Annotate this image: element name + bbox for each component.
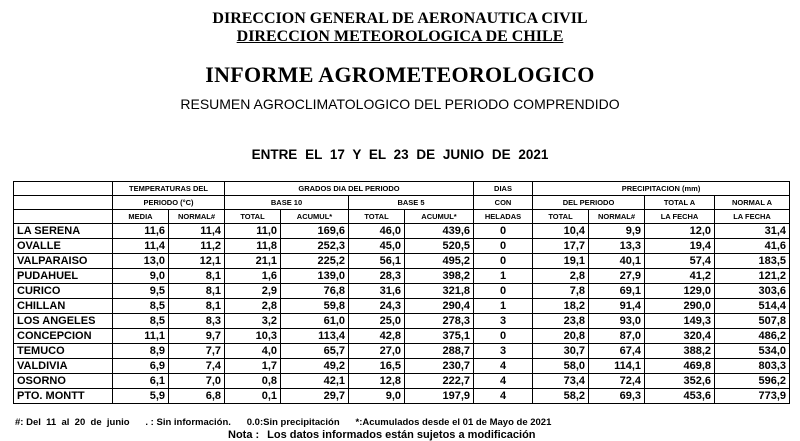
- total-fecha: 149,3: [645, 314, 715, 329]
- table-row: [14, 329, 790, 344]
- heladas-count: 0: [474, 284, 533, 299]
- b10-total: 4,0: [225, 344, 281, 359]
- heladas-count: 0: [474, 329, 533, 344]
- station-name: CURICO: [14, 284, 113, 299]
- heladas-count: 3: [474, 314, 533, 329]
- b10-acum: 65,7: [281, 344, 349, 359]
- table-row: [14, 359, 790, 374]
- dias-header-3: HELADAS: [474, 210, 533, 224]
- pp-normal: 93,0: [589, 314, 645, 329]
- b5-total: 9,0: [349, 389, 405, 404]
- temp-media: 6,9: [113, 359, 169, 374]
- normal-fecha: 121,2: [715, 269, 790, 284]
- b5-acum: 375,1: [405, 329, 474, 344]
- b10-total: 0,8: [225, 374, 281, 389]
- pp-normal: 72,4: [589, 374, 645, 389]
- b10-acum: 169,6: [281, 224, 349, 239]
- b5-acum: 222,7: [405, 374, 474, 389]
- temp-normal: 6,8: [169, 389, 225, 404]
- heladas-count: 1: [474, 299, 533, 314]
- col-pp-total: TOTAL: [533, 210, 589, 224]
- temp-normal: 8,1: [169, 269, 225, 284]
- pp-normal: 69,1: [589, 284, 645, 299]
- table-row: [14, 299, 790, 314]
- temp-normal: 8,3: [169, 314, 225, 329]
- heladas-count: 0: [474, 254, 533, 269]
- b5-acum: 230,7: [405, 359, 474, 374]
- b5-total: 25,0: [349, 314, 405, 329]
- temp-media: 9,5: [113, 284, 169, 299]
- temp-normal: 7,0: [169, 374, 225, 389]
- pp-total: 30,7: [533, 344, 589, 359]
- b10-acum: 59,8: [281, 299, 349, 314]
- b10-acum: 139,0: [281, 269, 349, 284]
- b10-total: 11,0: [225, 224, 281, 239]
- station-name: OSORNO: [14, 374, 113, 389]
- b5-acum: 290,4: [405, 299, 474, 314]
- report-period: ENTRE EL 17 Y EL 23 DE JUNIO DE 2021: [251, 147, 549, 162]
- b5-total: 31,6: [349, 284, 405, 299]
- temp-media: 5,9: [113, 389, 169, 404]
- temp-media: 11,1: [113, 329, 169, 344]
- heladas-count: 4: [474, 374, 533, 389]
- b5-total: 16,5: [349, 359, 405, 374]
- temp-header: TEMPERATURAS DEL: [113, 182, 225, 196]
- station-name: PTO. MONTT: [14, 389, 113, 404]
- pp-normal: 13,3: [589, 239, 645, 254]
- header-row-2: [14, 196, 790, 210]
- table-row: [14, 314, 790, 329]
- b10-acum: 225,2: [281, 254, 349, 269]
- normal-a-header-2: LA FECHA: [715, 210, 790, 224]
- note-text: Los datos informados están sujetos a modificación: [267, 429, 536, 441]
- temp-media: 11,4: [113, 239, 169, 254]
- normal-fecha: 514,4: [715, 299, 790, 314]
- station-name: OVALLE: [14, 239, 113, 254]
- precip-header: PRECIPITACION (mm): [533, 182, 790, 196]
- header-row-1: [14, 182, 790, 196]
- temp-media: 13,0: [113, 254, 169, 269]
- total-fecha: 129,0: [645, 284, 715, 299]
- pp-normal: 87,0: [589, 329, 645, 344]
- b5-total: 46,0: [349, 224, 405, 239]
- b10-total: 0,1: [225, 389, 281, 404]
- table-row: [14, 224, 790, 239]
- b5-acum: 288,7: [405, 344, 474, 359]
- total-fecha: 57,4: [645, 254, 715, 269]
- b10-acum: 76,8: [281, 284, 349, 299]
- table-row: [14, 269, 790, 284]
- table-row: [14, 389, 790, 404]
- normal-fecha: 803,3: [715, 359, 790, 374]
- heladas-count: 1: [474, 269, 533, 284]
- b5-acum: 520,5: [405, 239, 474, 254]
- agro-table: [13, 181, 790, 404]
- pp-total: 2,8: [533, 269, 589, 284]
- temp-normal: 7,7: [169, 344, 225, 359]
- pp-normal: 91,4: [589, 299, 645, 314]
- footer-note: [228, 429, 536, 441]
- b10-acum: 61,0: [281, 314, 349, 329]
- col-b10-acum: ACUMUL*: [281, 210, 349, 224]
- b5-total: 56,1: [349, 254, 405, 269]
- station-name: PUDAHUEL: [14, 269, 113, 284]
- temp-normal: 11,4: [169, 224, 225, 239]
- grados-header: GRADOS DIA DEL PERIODO: [225, 182, 474, 196]
- station-name: VALPARAISO: [14, 254, 113, 269]
- b10-total: 1,6: [225, 269, 281, 284]
- b10-acum: 113,4: [281, 329, 349, 344]
- total-fecha: 469,8: [645, 359, 715, 374]
- normal-fecha: 183,5: [715, 254, 790, 269]
- b10-acum: 29,7: [281, 389, 349, 404]
- temp-normal: 8,1: [169, 284, 225, 299]
- table-row: [14, 254, 790, 269]
- heladas-count: 0: [474, 239, 533, 254]
- table-row: [14, 239, 790, 254]
- table-row: [14, 374, 790, 389]
- normal-fecha: 507,8: [715, 314, 790, 329]
- dias-header-1: DIAS: [474, 182, 533, 196]
- temp-header-2: PERIODO (°C): [113, 196, 225, 210]
- b10-total: 21,1: [225, 254, 281, 269]
- normal-fecha: 41,6: [715, 239, 790, 254]
- b5-acum: 398,2: [405, 269, 474, 284]
- b5-total: 28,3: [349, 269, 405, 284]
- col-b5-total: TOTAL: [349, 210, 405, 224]
- total-fecha: 290,0: [645, 299, 715, 314]
- temp-normal: 8,1: [169, 299, 225, 314]
- temp-media: 8,9: [113, 344, 169, 359]
- temp-normal: 7,4: [169, 359, 225, 374]
- normal-fecha: 486,2: [715, 329, 790, 344]
- pp-total: 7,8: [533, 284, 589, 299]
- pp-total: 19,1: [533, 254, 589, 269]
- normal-fecha: 534,0: [715, 344, 790, 359]
- station-name: CONCEPCION: [14, 329, 113, 344]
- b10-acum: 42,1: [281, 374, 349, 389]
- table-row: [14, 344, 790, 359]
- pp-total: 20,8: [533, 329, 589, 344]
- b5-total: 45,0: [349, 239, 405, 254]
- dias-header-2: CON: [474, 196, 533, 210]
- org-subtitle-text: DIRECCION METEOROLOGICA DE CHILE: [236, 28, 564, 45]
- b10-acum: 252,3: [281, 239, 349, 254]
- station-name: TEMUCO: [14, 344, 113, 359]
- pp-total: 58,2: [533, 389, 589, 404]
- col-b10-total: TOTAL: [225, 210, 281, 224]
- pp-normal: 27,9: [589, 269, 645, 284]
- station-name: LOS ANGELES: [14, 314, 113, 329]
- normal-fecha: 303,6: [715, 284, 790, 299]
- org-title: DIRECCION GENERAL DE AERONAUTICA CIVIL: [212, 10, 588, 27]
- b10-total: 10,3: [225, 329, 281, 344]
- b10-total: 2,9: [225, 284, 281, 299]
- pp-total: 23,8: [533, 314, 589, 329]
- normal-a-header: NORMAL A: [715, 196, 790, 210]
- b10-total: 3,2: [225, 314, 281, 329]
- station-header-cell: [14, 182, 113, 196]
- pp-total: 18,2: [533, 299, 589, 314]
- b10-total: 2,8: [225, 299, 281, 314]
- base5-header: BASE 5: [349, 196, 474, 210]
- temp-normal: 12,1: [169, 254, 225, 269]
- total-fecha: 41,2: [645, 269, 715, 284]
- del-periodo-header: DEL PERIODO: [533, 196, 645, 210]
- total-fecha: 19,4: [645, 239, 715, 254]
- temp-media: 8,5: [113, 314, 169, 329]
- total-fecha: 320,4: [645, 329, 715, 344]
- pp-normal: 67,4: [589, 344, 645, 359]
- total-fecha: 12,0: [645, 224, 715, 239]
- b5-acum: 278,3: [405, 314, 474, 329]
- col-pp-normal: NORMAL#: [589, 210, 645, 224]
- pp-normal: 69,3: [589, 389, 645, 404]
- heladas-count: 0: [474, 224, 533, 239]
- heladas-count: 4: [474, 389, 533, 404]
- b5-total: 24,3: [349, 299, 405, 314]
- b5-acum: 495,2: [405, 254, 474, 269]
- note-label: Nota :: [228, 429, 260, 441]
- pp-normal: 114,1: [589, 359, 645, 374]
- b5-acum: 197,9: [405, 389, 474, 404]
- normal-fecha: 773,9: [715, 389, 790, 404]
- pp-total: 10,4: [533, 224, 589, 239]
- pp-total: 58,0: [533, 359, 589, 374]
- station-name: VALDIVIA: [14, 359, 113, 374]
- base10-header: BASE 10: [225, 196, 349, 210]
- normal-fecha: 31,4: [715, 224, 790, 239]
- temp-media: 6,1: [113, 374, 169, 389]
- pp-normal: 9,9: [589, 224, 645, 239]
- station-name: CHILLAN: [14, 299, 113, 314]
- temp-normal: 9,7: [169, 329, 225, 344]
- station-name: LA SERENA: [14, 224, 113, 239]
- total-fecha: 453,6: [645, 389, 715, 404]
- heladas-count: 4: [474, 359, 533, 374]
- total-a-header: TOTAL A: [645, 196, 715, 210]
- temp-media: 8,5: [113, 299, 169, 314]
- col-b5-acum: ACUMUL*: [405, 210, 474, 224]
- org-subtitle: [0, 28, 800, 46]
- total-a-header-2: LA FECHA: [645, 210, 715, 224]
- footer-legend: #: Del 11 al 20 de junio . : Sin información. 0.0:Sin precipitación *:Acumulados desde el 01 de Mayo de 2021: [15, 417, 552, 428]
- b5-total: 12,8: [349, 374, 405, 389]
- col-normal: NORMAL#: [169, 210, 225, 224]
- b5-acum: 321,8: [405, 284, 474, 299]
- temp-media: 9,0: [113, 269, 169, 284]
- b10-total: 11,8: [225, 239, 281, 254]
- report-title: INFORME AGROMETEOROLOGICO: [205, 62, 595, 87]
- b5-total: 42,8: [349, 329, 405, 344]
- total-fecha: 352,6: [645, 374, 715, 389]
- total-fecha: 388,2: [645, 344, 715, 359]
- pp-total: 73,4: [533, 374, 589, 389]
- pp-total: 17,7: [533, 239, 589, 254]
- b10-acum: 49,2: [281, 359, 349, 374]
- header-row-3: [14, 210, 790, 224]
- report-subtitle: RESUMEN AGROCLIMATOLOGICO DEL PERIODO COMPRENDIDO: [180, 96, 620, 112]
- b10-total: 1,7: [225, 359, 281, 374]
- b5-acum: 439,6: [405, 224, 474, 239]
- temp-media: 11,6: [113, 224, 169, 239]
- table-row: [14, 284, 790, 299]
- pp-normal: 40,1: [589, 254, 645, 269]
- normal-fecha: 596,2: [715, 374, 790, 389]
- heladas-count: 3: [474, 344, 533, 359]
- temp-normal: 11,2: [169, 239, 225, 254]
- b5-total: 27,0: [349, 344, 405, 359]
- col-media: MEDIA: [113, 210, 169, 224]
